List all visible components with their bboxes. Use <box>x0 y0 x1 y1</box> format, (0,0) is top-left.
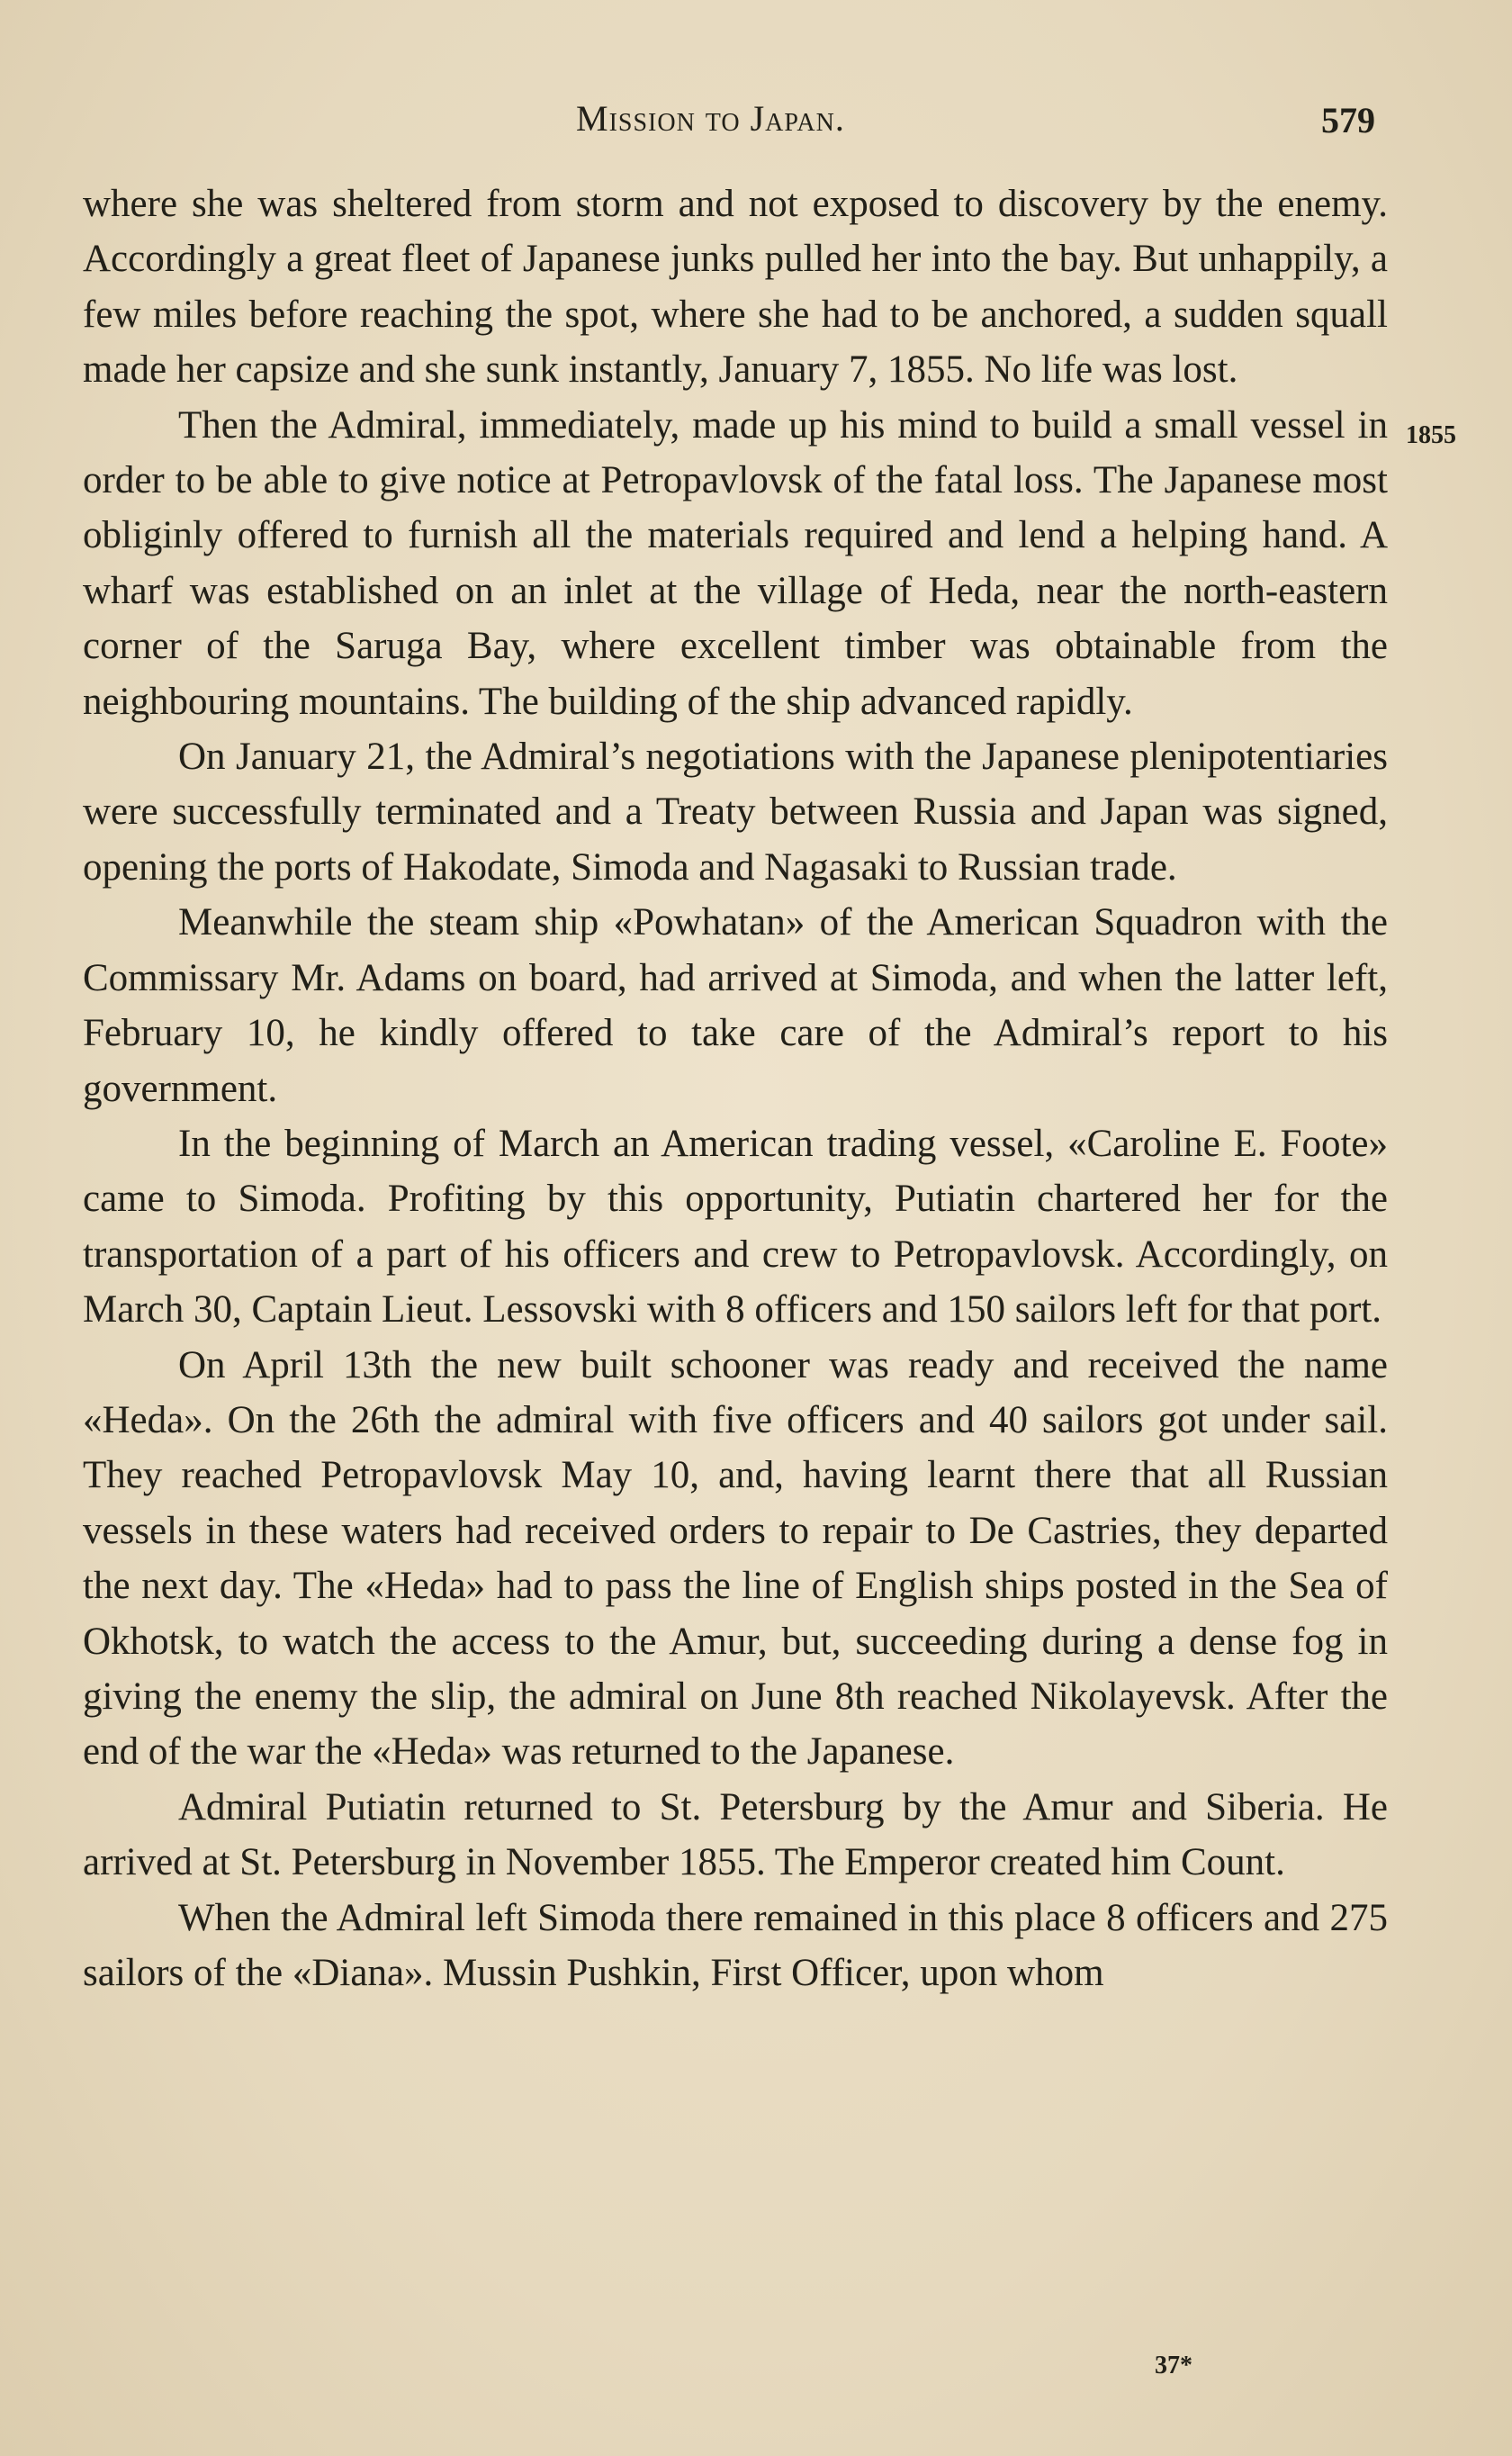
page-number: 579 <box>1321 100 1375 140</box>
paragraph-1: where she was sheltered from storm and not exposed to discovery by the enemy. Accordingly a great fleet of Japanese junks pulled her into the bay. But unhappily, a few miles before reaching the spot, where she had to be anchored, a sudden squall made her capsize and she sunk instantly, January 7, 1855. No life was lost. <box>83 183 1388 392</box>
margin-year-note: 1855 <box>1406 421 1456 449</box>
body-text <box>83 176 1388 2000</box>
paragraph-3: On January 21, the Admiral’s negotiations with the Japanese plenipotentiaries were successfully terminated and a Treaty between Russia and Japan was signed, opening the ports of Hakodate, Simoda and Nagasaki to Russian trade. <box>83 736 1388 889</box>
running-head <box>0 97 1512 151</box>
signature-mark: 37* <box>1155 2352 1192 2379</box>
paragraph-5: In the beginning of March an American trading vessel, «Caroline E. Foote» came to Simoda. Profiting by this opportunity, Putiatin chartered her for the transportation of a part of his officers and crew to Petropavlovsk. Accordingly, on March 30, Captain Lieut. Lessovski with 8 officers and 150 sailors left for that port. <box>83 1122 1388 1332</box>
paragraph-4: Meanwhile the steam ship «Powhatan» of the American Squadron with the Commissary Mr. Adams on board, had arrived at Simoda, and when the latter left, February 10, he kindly offered to take care of the Admiral’s report to his government. <box>83 901 1388 1110</box>
running-head-title: Mission to Japan. <box>576 98 845 139</box>
paragraph-8: When the Admiral left Simoda there remained in this place 8 officers and 275 sailors of the «Diana». Mussin Pushkin, First Officer, upon whom <box>83 1896 1388 1994</box>
paragraph-2: Then the Admiral, immediately, made up his mind to build a small vessel in order to be able to give notice at Petropavlovsk of the fatal loss. The Japanese most obliginly offered to furnish all the materials required and lend a helping hand. A wharf was established on an inlet at the village of Heda, near the north-eastern corner of the Saruga Bay, where excellent timber was obtainable from the neighbouring mountains. The building of the ship advanced rapidly. <box>83 403 1388 723</box>
paragraph-7: Admiral Putiatin returned to St. Petersburg by the Amur and Siberia. He arrived at St. Petersburg in November 1855. The Emperor created him Count. <box>83 1785 1388 1884</box>
paragraph-6: On April 13th the new built schooner was ready and received the name «Heda». On the 26th the admiral with five officers and 40 sailors got under sail. They reached Petropavlovsk May 10, and, having learnt there that all Russian vessels in these waters had received orders to repair to De Castries, they departed the next day. The «Heda» had to pass the line of English ships posted in the Sea of Okhotsk, to watch the access to the Amur, but, succeeding during a dense fog in giving the enemy the slip, the admiral on June 8th reached Nikolayevsk. After the end of the war the «Heda» was returned to the Japanese. <box>83 1343 1388 1774</box>
